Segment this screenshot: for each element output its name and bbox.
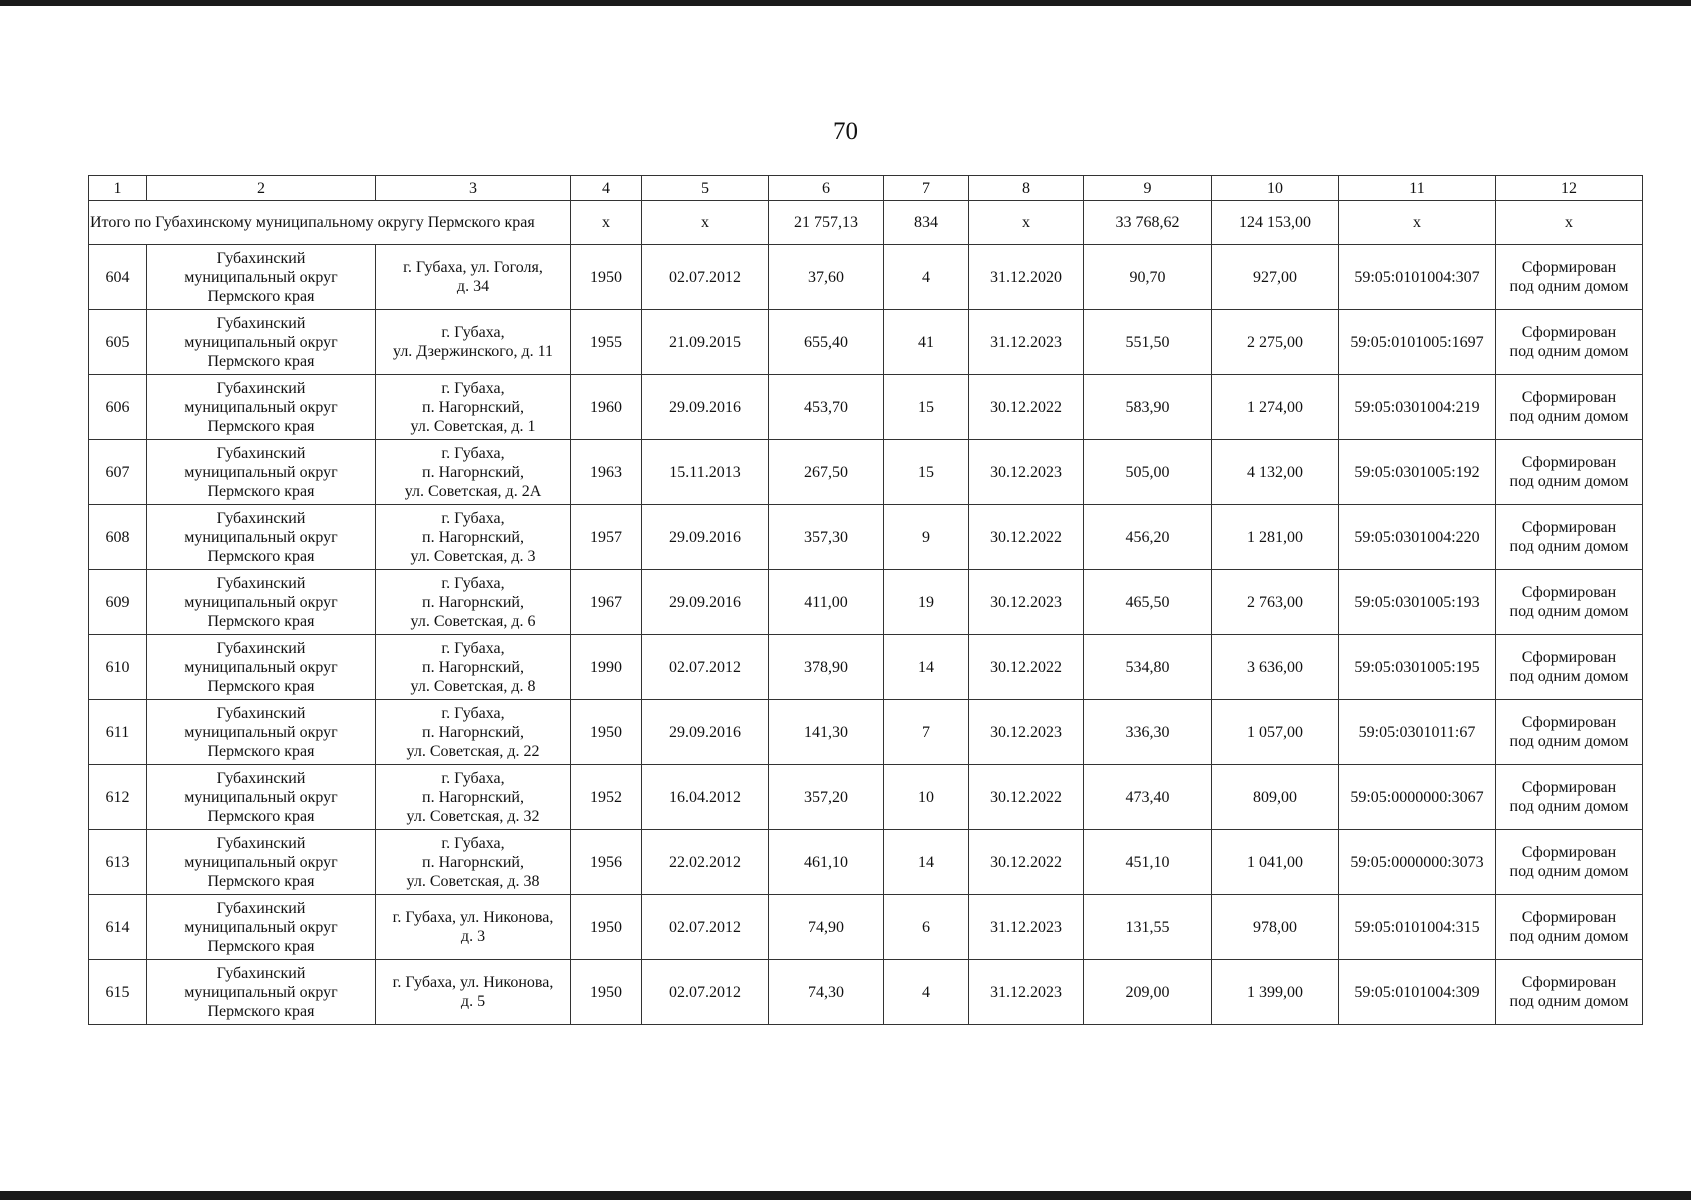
address-cell-line: п. Нагорнский,: [422, 853, 524, 871]
municipality-cell-line: Губахинский: [216, 769, 306, 787]
date-cell: 29.09.2016: [642, 375, 769, 440]
row-number: 610: [89, 635, 147, 700]
address-cell-line: ул. Советская, д. 8: [410, 677, 536, 695]
residents-cell: 14: [884, 635, 969, 700]
cadastral-cell: 59:05:0101004:309: [1339, 960, 1496, 1025]
status-cell: [1496, 505, 1643, 570]
total-cell: х: [1339, 201, 1496, 245]
housing-registry-table: [88, 175, 1643, 1025]
address-cell-line: п. Нагорнский,: [422, 788, 524, 806]
municipality-cell: [147, 960, 376, 1025]
total-cell: 21 757,13: [769, 201, 884, 245]
area2-cell: 336,30: [1084, 700, 1212, 765]
area-cell: 655,40: [769, 310, 884, 375]
municipality-cell-line: Пермского края: [207, 482, 315, 500]
row-number: 611: [89, 700, 147, 765]
status-cell-line: Сформирован: [1521, 779, 1617, 796]
status-cell-line: Сформирован: [1521, 259, 1617, 276]
residents-cell: 10: [884, 765, 969, 830]
cost-cell: 1 281,00: [1212, 505, 1339, 570]
address-cell: [376, 895, 571, 960]
municipality-cell-line: Губахинский: [216, 444, 306, 462]
cadastral-cell: 59:05:0301005:193: [1339, 570, 1496, 635]
municipality-cell: [147, 570, 376, 635]
date-cell: 29.09.2016: [642, 505, 769, 570]
municipality-cell-line: Губахинский: [216, 964, 306, 982]
cadastral-cell: 59:05:0301004:219: [1339, 375, 1496, 440]
area2-cell: 465,50: [1084, 570, 1212, 635]
address-cell: [376, 310, 571, 375]
status-cell-line: под одним домом: [1509, 863, 1629, 880]
municipality-cell-line: Пермского края: [207, 742, 315, 760]
row-number: 608: [89, 505, 147, 570]
row-number: 604: [89, 245, 147, 310]
status-cell: [1496, 570, 1643, 635]
status-cell-line: под одним домом: [1509, 733, 1629, 750]
residents-cell: 6: [884, 895, 969, 960]
address-cell-line: ул. Советская, д. 3: [410, 547, 536, 565]
address-cell-line: г. Губаха,: [441, 834, 505, 852]
address-cell: [376, 505, 571, 570]
date-cell: 02.07.2012: [642, 895, 769, 960]
area2-cell: 451,10: [1084, 830, 1212, 895]
total-cell: 33 768,62: [1084, 201, 1212, 245]
date-cell: 21.09.2015: [642, 310, 769, 375]
table-row: [89, 960, 1643, 1025]
municipality-cell: [147, 310, 376, 375]
area-cell: 453,70: [769, 375, 884, 440]
municipality-cell-line: Губахинский: [216, 314, 306, 332]
cost-cell: 1 057,00: [1212, 700, 1339, 765]
address-cell-line: ул. Дзержинского, д. 11: [393, 343, 553, 360]
deadline-cell: 31.12.2023: [969, 960, 1084, 1025]
row-number: 615: [89, 960, 147, 1025]
status-cell-line: Сформирован: [1521, 454, 1617, 471]
municipality-cell-line: муниципальный округ: [184, 983, 338, 1001]
municipality-cell-line: Губахинский: [216, 379, 306, 397]
row-number: 609: [89, 570, 147, 635]
cost-cell: 809,00: [1212, 765, 1339, 830]
year-cell: 1957: [571, 505, 642, 570]
address-cell-line: п. Нагорнский,: [422, 398, 524, 416]
year-cell: 1990: [571, 635, 642, 700]
municipality-cell-line: Губахинский: [216, 509, 306, 527]
total-cell: 834: [884, 201, 969, 245]
address-cell: [376, 570, 571, 635]
area-cell: 357,20: [769, 765, 884, 830]
cadastral-cell: 59:05:0101004:315: [1339, 895, 1496, 960]
date-cell: 22.02.2012: [642, 830, 769, 895]
status-cell: [1496, 700, 1643, 765]
area2-cell: 583,90: [1084, 375, 1212, 440]
date-cell: 02.07.2012: [642, 245, 769, 310]
address-cell-line: п. Нагорнский,: [422, 723, 524, 741]
municipality-cell: [147, 635, 376, 700]
area-cell: 74,30: [769, 960, 884, 1025]
municipality-cell-line: муниципальный округ: [184, 333, 338, 351]
status-cell: [1496, 830, 1643, 895]
total-cell: 124 153,00: [1212, 201, 1339, 245]
deadline-cell: 31.12.2020: [969, 245, 1084, 310]
residents-cell: 7: [884, 700, 969, 765]
address-cell: [376, 700, 571, 765]
address-cell-line: ул. Советская, д. 32: [406, 807, 540, 825]
area2-cell: 505,00: [1084, 440, 1212, 505]
status-cell: [1496, 895, 1643, 960]
row-number: 605: [89, 310, 147, 375]
cadastral-cell: 59:05:0000000:3067: [1339, 765, 1496, 830]
status-cell-line: под одним домом: [1509, 343, 1629, 360]
municipality-cell-line: Пермского края: [207, 352, 315, 370]
address-cell: [376, 375, 571, 440]
address-cell-line: г. Губаха, ул. Гоголя,: [403, 259, 543, 276]
column-number: 2: [147, 176, 376, 201]
status-cell-line: под одним домом: [1509, 538, 1629, 555]
municipality-cell-line: Пермского края: [207, 872, 315, 890]
deadline-cell: 30.12.2023: [969, 440, 1084, 505]
address-cell-line: п. Нагорнский,: [422, 658, 524, 676]
date-cell: 02.07.2012: [642, 635, 769, 700]
year-cell: 1952: [571, 765, 642, 830]
municipality-cell: [147, 440, 376, 505]
year-cell: 1963: [571, 440, 642, 505]
cost-cell: 2 763,00: [1212, 570, 1339, 635]
address-cell-line: г. Губаха,: [441, 444, 505, 462]
cadastral-cell: 59:05:0101005:1697: [1339, 310, 1496, 375]
status-cell-line: под одним домом: [1509, 668, 1629, 685]
address-cell-line: г. Губаха, ул. Никонова,: [392, 974, 554, 991]
table-row: [89, 245, 1643, 310]
municipality-cell: [147, 375, 376, 440]
cadastral-cell: 59:05:0301005:195: [1339, 635, 1496, 700]
scan-edge-top: [0, 0, 1691, 6]
cadastral-cell: 59:05:0301004:220: [1339, 505, 1496, 570]
status-cell: [1496, 765, 1643, 830]
status-cell-line: Сформирован: [1521, 584, 1617, 601]
municipality-cell-line: Губахинский: [216, 639, 306, 657]
table-row: [89, 635, 1643, 700]
municipality-cell-line: муниципальный округ: [184, 528, 338, 546]
residents-cell: 15: [884, 440, 969, 505]
status-cell-line: под одним домом: [1509, 408, 1629, 425]
table-row: [89, 570, 1643, 635]
address-cell-line: ул. Советская, д. 1: [410, 417, 536, 435]
address-cell: [376, 830, 571, 895]
address-cell-line: п. Нагорнский,: [422, 528, 524, 546]
status-cell-line: Сформирован: [1521, 649, 1617, 666]
address-cell-line: ул. Советская, д. 2А: [404, 482, 542, 500]
scan-edge-bottom: [0, 1191, 1691, 1200]
column-number-row: [89, 176, 1643, 201]
address-cell-line: д. 3: [460, 928, 486, 945]
municipality-cell: [147, 830, 376, 895]
area2-cell: 534,80: [1084, 635, 1212, 700]
municipality-cell-line: муниципальный округ: [184, 918, 338, 936]
address-cell-line: д. 5: [460, 993, 486, 1010]
row-number: 614: [89, 895, 147, 960]
municipality-cell-line: муниципальный округ: [184, 398, 338, 416]
year-cell: 1967: [571, 570, 642, 635]
table-row: [89, 310, 1643, 375]
year-cell: 1950: [571, 960, 642, 1025]
deadline-cell: 30.12.2022: [969, 765, 1084, 830]
municipality-cell: [147, 895, 376, 960]
cost-cell: 2 275,00: [1212, 310, 1339, 375]
address-cell: [376, 960, 571, 1025]
municipality-cell-line: муниципальный округ: [184, 593, 338, 611]
status-cell-line: под одним домом: [1509, 473, 1629, 490]
date-cell: 29.09.2016: [642, 700, 769, 765]
table-row: [89, 895, 1643, 960]
year-cell: 1950: [571, 895, 642, 960]
column-number: 7: [884, 176, 969, 201]
municipality-cell-line: Пермского края: [207, 1002, 315, 1020]
year-cell: 1950: [571, 245, 642, 310]
status-cell-line: Сформирован: [1521, 389, 1617, 406]
column-number: 9: [1084, 176, 1212, 201]
deadline-cell: 30.12.2023: [969, 700, 1084, 765]
cadastral-cell: 59:05:0301011:67: [1339, 700, 1496, 765]
table-row: [89, 440, 1643, 505]
year-cell: 1956: [571, 830, 642, 895]
area-cell: 141,30: [769, 700, 884, 765]
address-cell: [376, 765, 571, 830]
column-number: 5: [642, 176, 769, 201]
date-cell: 29.09.2016: [642, 570, 769, 635]
total-cell: х: [571, 201, 642, 245]
cost-cell: 3 636,00: [1212, 635, 1339, 700]
cadastral-cell: 59:05:0101004:307: [1339, 245, 1496, 310]
status-cell: [1496, 635, 1643, 700]
municipality-cell: [147, 700, 376, 765]
deadline-cell: 31.12.2023: [969, 310, 1084, 375]
cost-cell: 927,00: [1212, 245, 1339, 310]
municipality-cell: [147, 505, 376, 570]
address-cell-line: ул. Советская, д. 6: [410, 612, 536, 630]
status-cell: [1496, 375, 1643, 440]
municipality-cell-line: Губахинский: [216, 704, 306, 722]
area-cell: 37,60: [769, 245, 884, 310]
municipality-cell-line: Пермского края: [207, 937, 315, 955]
municipality-cell-line: Пермского края: [207, 677, 315, 695]
column-number: 1: [89, 176, 147, 201]
municipality-cell-line: муниципальный округ: [184, 723, 338, 741]
address-cell: [376, 635, 571, 700]
deadline-cell: 30.12.2022: [969, 505, 1084, 570]
year-cell: 1960: [571, 375, 642, 440]
year-cell: 1955: [571, 310, 642, 375]
column-number: 12: [1496, 176, 1643, 201]
deadline-cell: 30.12.2022: [969, 635, 1084, 700]
cost-cell: 1 274,00: [1212, 375, 1339, 440]
deadline-cell: 30.12.2022: [969, 375, 1084, 440]
municipality-cell-line: муниципальный округ: [184, 788, 338, 806]
status-cell-line: под одним домом: [1509, 798, 1629, 815]
total-cell: х: [642, 201, 769, 245]
municipality-cell: [147, 245, 376, 310]
residents-cell: 15: [884, 375, 969, 440]
address-cell-line: ул. Советская, д. 38: [406, 872, 540, 890]
status-cell: [1496, 960, 1643, 1025]
municipality-cell-line: Пермского края: [207, 287, 315, 305]
table-row: [89, 830, 1643, 895]
address-cell-line: п. Нагорнский,: [422, 463, 524, 481]
cost-cell: 1 399,00: [1212, 960, 1339, 1025]
municipality-cell-line: Губахинский: [216, 834, 306, 852]
municipality-cell-line: Губахинский: [216, 574, 306, 592]
municipality-cell-line: муниципальный округ: [184, 853, 338, 871]
row-number: 606: [89, 375, 147, 440]
address-cell-line: г. Губаха, ул. Никонова,: [392, 909, 554, 926]
area-cell: 461,10: [769, 830, 884, 895]
area-cell: 74,90: [769, 895, 884, 960]
total-cell: х: [969, 201, 1084, 245]
column-number: 10: [1212, 176, 1339, 201]
residents-cell: 9: [884, 505, 969, 570]
status-cell-line: под одним домом: [1509, 603, 1629, 620]
data-rows: [89, 245, 1643, 1025]
residents-cell: 4: [884, 960, 969, 1025]
date-cell: 02.07.2012: [642, 960, 769, 1025]
table-row: [89, 700, 1643, 765]
residents-cell: 19: [884, 570, 969, 635]
cost-cell: 1 041,00: [1212, 830, 1339, 895]
municipality-cell-line: Пермского края: [207, 547, 315, 565]
column-number: 8: [969, 176, 1084, 201]
status-cell-line: под одним домом: [1509, 993, 1629, 1010]
table-row: [89, 505, 1643, 570]
area-cell: 267,50: [769, 440, 884, 505]
table-row: [89, 765, 1643, 830]
status-cell: [1496, 440, 1643, 505]
page-number: 70: [833, 118, 858, 145]
status-cell-line: Сформирован: [1521, 844, 1617, 861]
municipality-cell-line: Пермского края: [207, 612, 315, 630]
cost-cell: 978,00: [1212, 895, 1339, 960]
column-number: 6: [769, 176, 884, 201]
area-cell: 411,00: [769, 570, 884, 635]
address-cell-line: г. Губаха,: [441, 379, 505, 397]
status-cell-line: Сформирован: [1521, 909, 1617, 926]
status-cell-line: Сформирован: [1521, 714, 1617, 731]
total-cell: х: [1496, 201, 1643, 245]
area2-cell: 456,20: [1084, 505, 1212, 570]
address-cell-line: г. Губаха,: [441, 704, 505, 722]
residents-cell: 4: [884, 245, 969, 310]
status-cell-line: под одним домом: [1509, 278, 1629, 295]
deadline-cell: 30.12.2023: [969, 570, 1084, 635]
municipality-cell-line: муниципальный округ: [184, 658, 338, 676]
column-number: 3: [376, 176, 571, 201]
address-cell: [376, 440, 571, 505]
deadline-cell: 31.12.2023: [969, 895, 1084, 960]
address-cell-line: п. Нагорнский,: [422, 593, 524, 611]
address-cell-line: г. Губаха,: [441, 639, 505, 657]
status-cell-line: Сформирован: [1521, 324, 1617, 341]
cadastral-cell: 59:05:0000000:3073: [1339, 830, 1496, 895]
year-cell: 1950: [571, 700, 642, 765]
residents-cell: 41: [884, 310, 969, 375]
municipality-cell-line: Губахинский: [216, 249, 306, 267]
municipality-cell-line: Пермского края: [207, 807, 315, 825]
address-cell-line: г. Губаха,: [441, 509, 505, 527]
address-cell-line: г. Губаха,: [441, 574, 505, 592]
cost-cell: 4 132,00: [1212, 440, 1339, 505]
date-cell: 15.11.2013: [642, 440, 769, 505]
area2-cell: 90,70: [1084, 245, 1212, 310]
address-cell-line: г. Губаха,: [441, 769, 505, 787]
address-cell: [376, 245, 571, 310]
table-row: [89, 375, 1643, 440]
status-cell-line: Сформирован: [1521, 519, 1617, 536]
status-cell-line: под одним домом: [1509, 928, 1629, 945]
date-cell: 16.04.2012: [642, 765, 769, 830]
residents-cell: 14: [884, 830, 969, 895]
area2-cell: 551,50: [1084, 310, 1212, 375]
row-number: 612: [89, 765, 147, 830]
municipality-cell-line: Пермского края: [207, 417, 315, 435]
row-number: 613: [89, 830, 147, 895]
address-cell-line: г. Губаха,: [441, 324, 505, 341]
column-number: 11: [1339, 176, 1496, 201]
column-number: 4: [571, 176, 642, 201]
municipality-cell-line: муниципальный округ: [184, 268, 338, 286]
area-cell: 378,90: [769, 635, 884, 700]
address-cell-line: ул. Советская, д. 22: [406, 742, 540, 760]
cadastral-cell: 59:05:0301005:192: [1339, 440, 1496, 505]
area2-cell: 131,55: [1084, 895, 1212, 960]
row-number: 607: [89, 440, 147, 505]
deadline-cell: 30.12.2022: [969, 830, 1084, 895]
total-row: [89, 201, 1643, 245]
status-cell-line: Сформирован: [1521, 974, 1617, 991]
municipality-cell: [147, 765, 376, 830]
total-label: Итого по Губахинскому муниципальному округу Пермского края: [89, 201, 571, 245]
municipality-cell-line: муниципальный округ: [184, 463, 338, 481]
area-cell: 357,30: [769, 505, 884, 570]
status-cell: [1496, 310, 1643, 375]
municipality-cell-line: Губахинский: [216, 899, 306, 917]
address-cell-line: д. 34: [456, 278, 490, 295]
status-cell: [1496, 245, 1643, 310]
area2-cell: 473,40: [1084, 765, 1212, 830]
area2-cell: 209,00: [1084, 960, 1212, 1025]
